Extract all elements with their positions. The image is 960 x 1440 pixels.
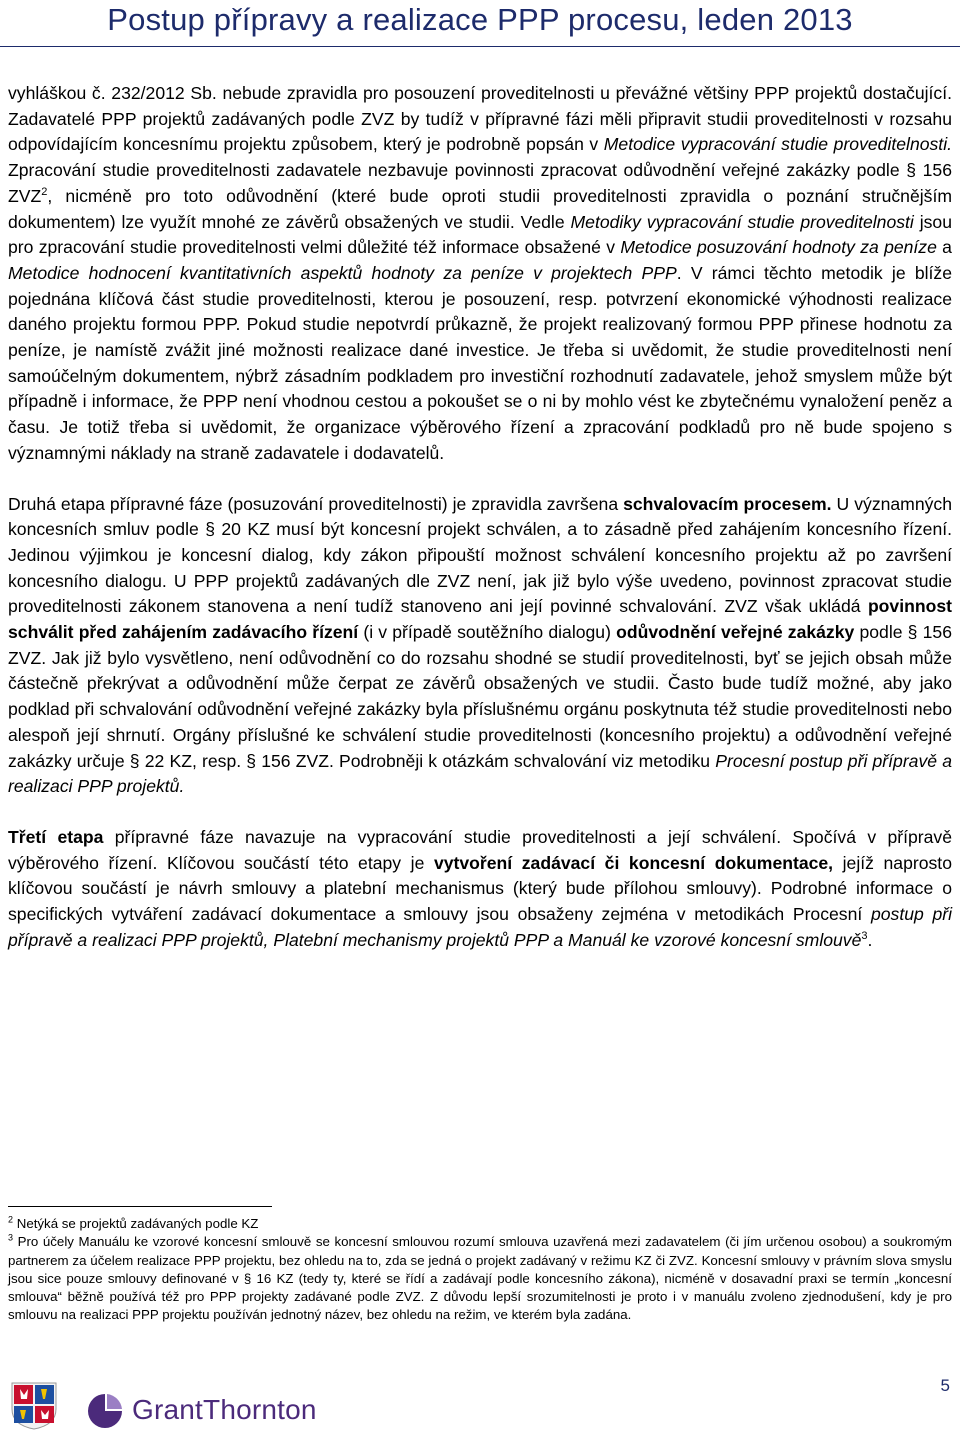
page-header (0, 0, 960, 48)
footnotes (8, 1206, 952, 1325)
text-run: Zpracování studie proveditelnosti zadavatele nezbavuje povinnosti zpracovat odůvodnění veřejné zakázky podle § 156 ZVZ (8, 160, 952, 206)
footnote-ref: 2 (8, 1214, 14, 1225)
text-run: jejíž naprosto klíčovou součástí je návrh smlouvy a platební mechanismus (který bude přílohou smlouvy). Podrobné informace o specifických vytváření zadávací dokumentace a smlouvy jsou obsaženy zejména v metodikách Procesní (8, 852, 952, 925)
text-run: přípravné fáze navazuje na vypracování studie proveditelnosti a její schválení. Spočívá v přípravě výběrového řízení. Klíčovou součástí této etapy je (8, 826, 952, 873)
text-run: Procesní postup při přípravě a realizaci PPP projektů. (8, 750, 953, 797)
text-run: postup při přípravě a realizaci PPP projektů, Platební mechanismy projektů PPP a Manuál ke vzorové koncesní smlouvě (8, 904, 953, 950)
text-run: podle § 156 ZVZ. Jak již bylo vysvětleno, není odůvodnění co do rozsahu shodné se studií proveditelnosti, byť se jejich obsah může částečně překrývat a odůvodnění může čerpat ze závěrů obsažených ve studii. Často bude tudíž možné, aby jako podklad při schvalování odůvodnění veřejné zakázky byla příslušnému orgánu poskytnuta též studie proveditelnosti nebo alespoň její shrnutí. Orgány příslušné ke schválení studie proveditelnosti (koncesního projektu) a odůvodnění veřejné zakázky určuje § 22 KZ, resp. § 156 ZVZ. Podrobněji k otázkám schvalování viz metodiku (8, 622, 952, 771)
text-run: . (867, 929, 873, 950)
text-run: Druhá etapa přípravné fáze (posuzování proveditelnosti) je zpravidla završena (8, 493, 624, 514)
text-run: vyhláškou č. 232/2012 Sb. nebude zpravidla pro posouzení proveditelnosti u převážné většiny PPP projektů dostačující. Zadavatelé PPP projektů zadávaných podle ZVZ by tudíž v přípravné fázi měli připravit studii proveditelnosti v rozsahu odpovídajícím koncesnímu projektu způsobem, který je podrobně popsán v (8, 83, 952, 155)
text-run: Metodice hodnocení kvantitativních aspektů hodnoty za peníze v projektech PPP (8, 262, 677, 283)
czech-coat-of-arms-icon (8, 1379, 60, 1431)
text-run: a (936, 237, 952, 258)
body-text (8, 81, 952, 954)
text-run: povinnost schválit před zahájením zadávacího řízení (8, 596, 952, 643)
text-run: Metodice posuzování hodnoty za peníze (620, 237, 937, 258)
text-run: Třetí etapa (8, 826, 104, 847)
paragraph (8, 825, 952, 954)
page-header-title: Postup přípravy a realizace PPP procesu, leden 2013 (107, 2, 853, 37)
paragraph (8, 492, 952, 800)
text-run: vytvoření zadávací či koncesní dokumentace, (433, 852, 834, 873)
text-run: Pro účely Manuálu ke vzorové koncesní smlouvě se koncesní smlouvou rozumí smlouva uzavřená mezi zadavatelem (či jím určenou osobou) a soukromým partnerem za účelem realizace PPP projektu, bez ohledu na to, zda se jedná o projekt zadávaný v režimu KZ či ZVZ. Koncesní smlouvy v právním slova smyslu jsou sice pouze smlouvy definované v § 16 KZ (tedy ty, které se řídí a zadávají podle koncesního zákona), nicméně v dosavadní praxi se termín „koncesní smlouva“ běžně používá též pro PPP projekty zadávané podle ZVZ. Z důvodu lepší srozumitelnosti je proto i v manuálu zvoleno zjednodušení, kdy je pro smlouvu na realizaci PPP projektu používán jednotný název, bez ohledu na režim, ve kterém byla zadána. (8, 1234, 952, 1323)
text-run: U významných koncesních smluv podle § 20 KZ musí být koncesní projekt schválen, a to zásadně před zahájením koncesního řízení. Jedinou výjimkou je koncesní dialog, kdy zákon připouští možnost schválení koncesního projektu až po završení koncesního dialogu. U PPP projektů zadávaných dle ZVZ není, jak již bylo výše uvedeno, povinnost zpracovat studie proveditelnosti zákonem stanovena a není tudíž stanoveno ani její povinné schvalování. ZVZ však ukládá (8, 493, 953, 617)
text-run: , nicméně pro toto odůvodnění (které bude oproti studii proveditelnosti zpravidla o poznání stručnějším dokumentem) lze využít mnohé ze závěrů obsažených ve studii. Vedle (8, 185, 952, 232)
footnote-ref: 3 (861, 929, 868, 942)
brand-name: GrantThornton (132, 1394, 317, 1425)
page-footer (0, 1370, 960, 1440)
text-run: (i v případě soutěžního dialogu) (358, 622, 617, 643)
text-run: Metodiky vypracování studie proveditelnosti (570, 211, 914, 232)
footnote-ref: 2 (41, 185, 48, 198)
header-divider (0, 46, 960, 47)
text-run: jsou pro zpracování studie proveditelnosti velmi důležité též informace obsažené v (8, 211, 952, 258)
footnote-ref: 3 (8, 1232, 14, 1243)
footnote-divider (8, 1206, 272, 1207)
text-run: . V rámci těchto metodik je blíže pojednána klíčová část studie proveditelnosti, kterou je posouzení, resp. potvrzení ekonomické výhodnosti realizace daného projektu formou PPP. Pokud studie nepotvrdí průkazně, že projekt realizovaný formou PPP přinese hodnotu za peníze, je namístě zvážit jiné možnosti realizace dané investice. Je třeba si uvědomit, že studie proveditelnosti není samoúčelným dokumentem, nýbrž zásadním podkladem pro investiční rozhodnutí zadavatele, jehož smyslem může být případně i informace, že PPP není vhodnou cestou a pokoušet se o ni by mohlo vést ke zbytečnému vynaložení peněz a času. Je totiž třeba si uvědomit, že organizace výběrového řízení a zpracování podkladů pro ně bude spojeno s významnými náklady na straně zadavatele i dodavatelů. (8, 262, 952, 463)
text-run: Metodice vypracování studie proveditelnosti. (603, 134, 952, 155)
text-run: Netýká se projektů zadávaných podle KZ (13, 1216, 259, 1231)
text-run: odůvodnění veřejné zakázky (616, 622, 855, 643)
text-run: schvalovacím procesem. (623, 493, 832, 514)
footnote (8, 1215, 952, 1233)
paragraph (8, 81, 952, 467)
footnote (8, 1233, 952, 1324)
page-number: 5 (940, 1376, 950, 1395)
grant-thornton-mark-icon (84, 1392, 126, 1430)
